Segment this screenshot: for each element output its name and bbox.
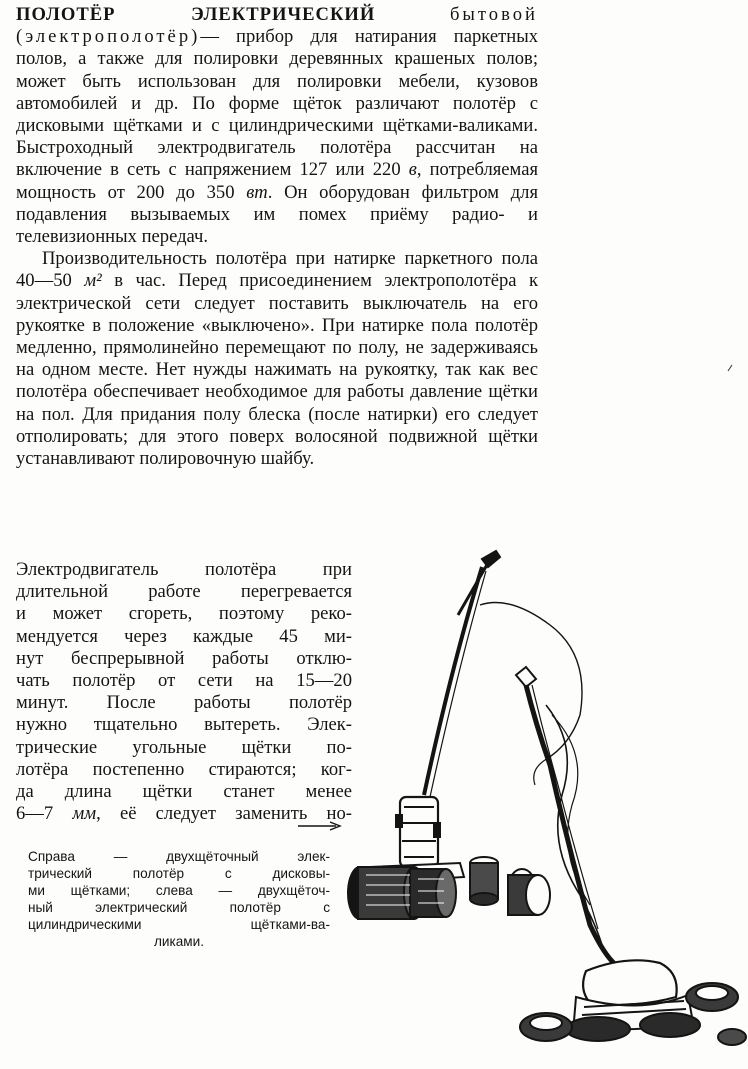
- unit-millimeter: мм: [72, 803, 97, 825]
- unit-volt: в: [408, 159, 417, 181]
- paragraph-2: [16, 248, 538, 470]
- paragraph-2-text-b: в час. Перед присоединением электрополотёра к электрической сети следует поставить выключатель на его рукоятке в положение «выключено». При натирке пола полотёр медленно, прямолинейно перемещают по полу, не задерживаясь на одном месте. Нет нужды нажимать на рукоятку, так как вес полотёра обеспечивает необходимое для работы давление щётки на пол. Для придания полу блеска (после натирки) его следует отполировать; для этого поверх волосяной подвижной щётки устанавливают полировочную шайбу.: [16, 270, 539, 470]
- caption-line: трический полотёр с дисковы-: [28, 866, 330, 881]
- article-headword: ПОЛОТЁР ЭЛЕКТРИЧЕСКИЙ: [16, 4, 376, 25]
- paragraph-1-text-b: , потребляемая мощность от 200 до 350: [16, 159, 538, 203]
- paragraph-1-text: — прибор для натирания паркетных полов, а также для полировки деревянных крашеных полов; может быть использован для полировки мебели, кузовов автомобилей и др. По форме щёток различают полотёр с дисковыми щётками и с цилиндрическими щётками-валиками. Быстроходный электродвигатель полотёра рассчитан на включение в сеть с напряжением 127 или 220: [16, 26, 538, 181]
- text-line: длительной работе перегревается: [16, 581, 352, 603]
- text-line: и может сгореть, поэтому реко-: [16, 603, 352, 625]
- text-line: минут. После работы полотёр: [16, 692, 352, 714]
- print-speck: [727, 364, 733, 372]
- article-body: [16, 4, 538, 470]
- text-fragment: 6—7: [16, 803, 54, 825]
- paragraph-2-text: Производительность полотёра при натирке паркетного пола 40—50: [16, 248, 538, 292]
- headword-synonym: (электрополотёр): [16, 26, 201, 48]
- caption-line: Справа — двухщёточный элек-: [28, 849, 330, 864]
- caption-line: ный электрический полотёр с: [28, 900, 330, 915]
- floor-polishers-illustration: [340, 545, 748, 1069]
- disc-polisher: [516, 667, 746, 1045]
- text-line: нут беспрерывной работы отклю-: [16, 647, 352, 669]
- cylinder-polisher: [348, 551, 582, 919]
- paragraph-1-text-c: . Он оборудован фильтром для подавления вызываемых им помех приёму радио- и телевизионных передач.: [16, 181, 538, 248]
- text-line: чать полотёр от сети на 15—20: [16, 670, 352, 692]
- paragraph-3-narrow-column: [16, 559, 352, 825]
- text-fragment: , её следует заменить но-: [96, 803, 352, 825]
- caption-line: ликами.: [153, 934, 205, 949]
- figure-caption: [28, 848, 330, 950]
- text-line: нужно тщательно вытереть. Элек-: [16, 714, 352, 736]
- text-line: мендуется через каждые 45 ми-: [16, 625, 352, 647]
- text-line: да длина щётки станет менее: [16, 781, 352, 803]
- paragraph-1: [16, 4, 538, 248]
- arrow-right-icon: [296, 819, 342, 833]
- unit-watt: вт: [246, 181, 268, 203]
- text-line: лотёра постепенно стираются; ког-: [16, 758, 352, 780]
- headword-qualifier: бытовой: [449, 4, 538, 25]
- text-line: Электродвигатель полотёра при: [16, 559, 352, 580]
- text-line: трические угольные щётки по-: [16, 736, 352, 758]
- caption-line: цилиндрическими щётками-ва-: [28, 917, 330, 932]
- unit-square-meter: м²: [84, 270, 102, 292]
- caption-line: ми щётками; слева — двухщёточ-: [28, 883, 330, 898]
